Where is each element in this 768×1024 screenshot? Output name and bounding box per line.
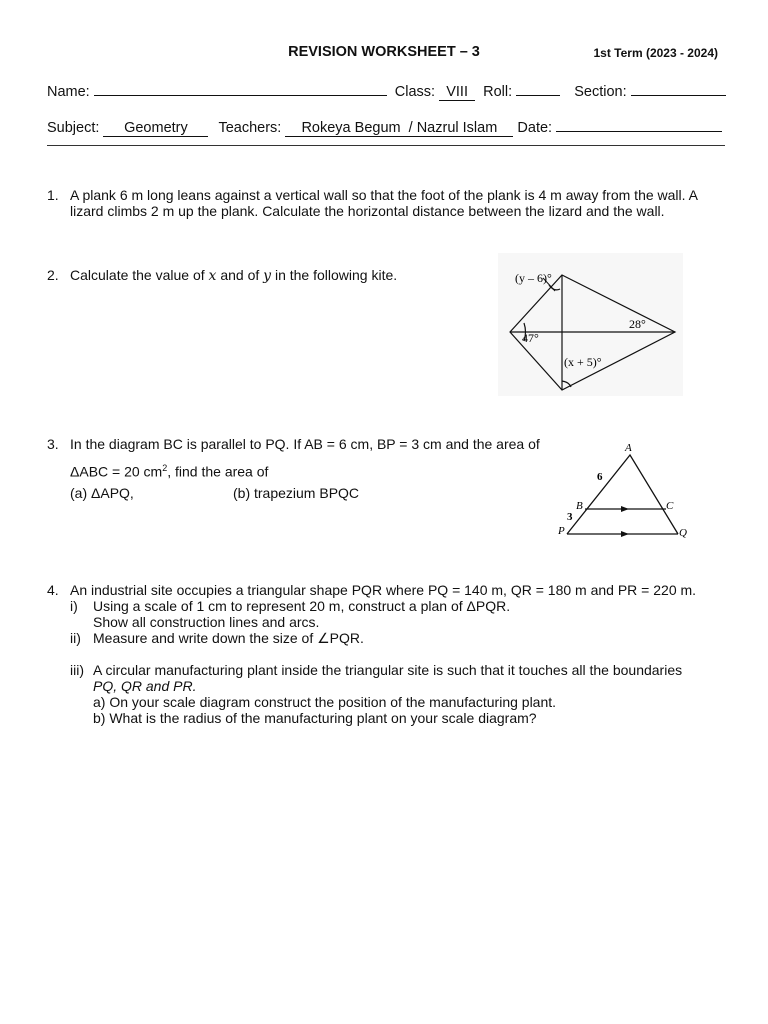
triangle-sides: [567, 455, 678, 534]
q4-iii-line-1: A circular manufacturing plant inside the triangular site is such that it touches all the boundaries: [93, 662, 683, 678]
q3-line-1: In the diagram BC is parallel to PQ. If AB = 6 cm, BP = 3 cm and the area of: [70, 436, 540, 452]
kite-label-x: (x + 5)°: [564, 355, 602, 369]
section-field[interactable]: [631, 80, 726, 96]
q1-line-1: A plank 6 m long leans against a vertical wall so that the foot of the plank is 4 m away from the wall. A: [70, 187, 698, 203]
q4-ii-line: Measure and write down the size of ∠PQR.: [93, 630, 364, 646]
kite-label-y: (y – 6)°: [515, 271, 552, 285]
header-divider: [47, 145, 725, 146]
subject-label: Subject:: [47, 120, 100, 136]
date-label: Date:: [517, 120, 553, 136]
q3-part-a: (a) ΔAPQ,: [70, 485, 134, 501]
kite-diagram: [498, 253, 683, 396]
kite-label-47: 47°: [522, 331, 539, 345]
triangle-diagram: [550, 438, 698, 542]
date-field[interactable]: [556, 116, 722, 132]
q2-text-b: and of: [216, 267, 264, 283]
q2-var-x: x: [208, 268, 217, 284]
q1-line-2: lizard climbs 2 m up the plank. Calculate the horizontal distance between the lizard and the wall.: [70, 203, 665, 219]
q3-superscript: 2: [162, 463, 168, 473]
q2-text-a: Calculate the value of: [70, 267, 209, 283]
name-label: Name:: [47, 84, 90, 100]
q3-line-2-b: , find the area of: [167, 463, 269, 480]
q3-line-2: [70, 460, 268, 480]
subject-value: Geometry: [103, 120, 208, 137]
vertex-q: Q: [679, 527, 687, 539]
length-bp: 3: [567, 511, 573, 523]
q1-number: 1.: [47, 187, 59, 203]
vertex-c: C: [666, 500, 674, 512]
q4-i-line-2: Show all construction lines and arcs.: [93, 614, 320, 630]
term-label: 1st Term (2023 - 2024): [593, 46, 718, 60]
q3-part-b: (b) trapezium BPQC: [233, 485, 360, 501]
info-row-1: [47, 80, 726, 101]
kite-label-28: 28°: [629, 317, 646, 331]
parallel-arrow-pq: [621, 531, 629, 537]
q4-intro: An industrial site occupies a triangular shape PQR where PQ = 140 m, QR = 180 m and PR = 220 m.: [70, 582, 697, 598]
q4-i-line-1: Using a scale of 1 cm to represent 20 m, construct a plan of ΔPQR.: [93, 598, 511, 614]
q4-i-number: i): [70, 598, 78, 614]
q4-iii-a: a) On your scale diagram construct the position of the manufacturing plant.: [93, 694, 557, 710]
roll-field[interactable]: [516, 80, 560, 96]
class-value: VIII: [439, 84, 475, 101]
teachers-value: Rokeya Begum / Nazrul Islam: [285, 120, 513, 137]
teachers-label: Teachers:: [218, 120, 282, 136]
q4-iii-b: b) What is the radius of the manufacturing plant on your scale diagram?: [93, 710, 537, 726]
q2-text: [70, 267, 397, 284]
q4-ii-number: ii): [70, 630, 81, 646]
q3-number: 3.: [47, 436, 59, 452]
class-label: Class:: [394, 84, 436, 100]
q2-text-c: in the following kite.: [271, 267, 398, 283]
parallel-arrow-bc: [621, 506, 629, 512]
q4-iii-number: iii): [70, 662, 84, 678]
vertex-b: B: [576, 500, 583, 512]
vertex-p: P: [558, 525, 565, 537]
vertex-a: A: [625, 442, 632, 454]
info-row-2: [47, 116, 722, 137]
length-ab: 6: [597, 471, 603, 483]
roll-label: Roll:: [483, 84, 513, 100]
worksheet-title: REVISION WORKSHEET – 3: [288, 44, 480, 60]
name-field[interactable]: [94, 80, 387, 96]
q2-number: 2.: [47, 267, 59, 283]
q4-number: 4.: [47, 582, 59, 598]
q3-line-2-a: ΔABC = 20 cm: [70, 463, 163, 480]
section-label: Section:: [574, 84, 627, 100]
q4-iii-line-2: PQ, QR and PR.: [93, 678, 197, 694]
q2-var-y: y: [263, 268, 272, 284]
